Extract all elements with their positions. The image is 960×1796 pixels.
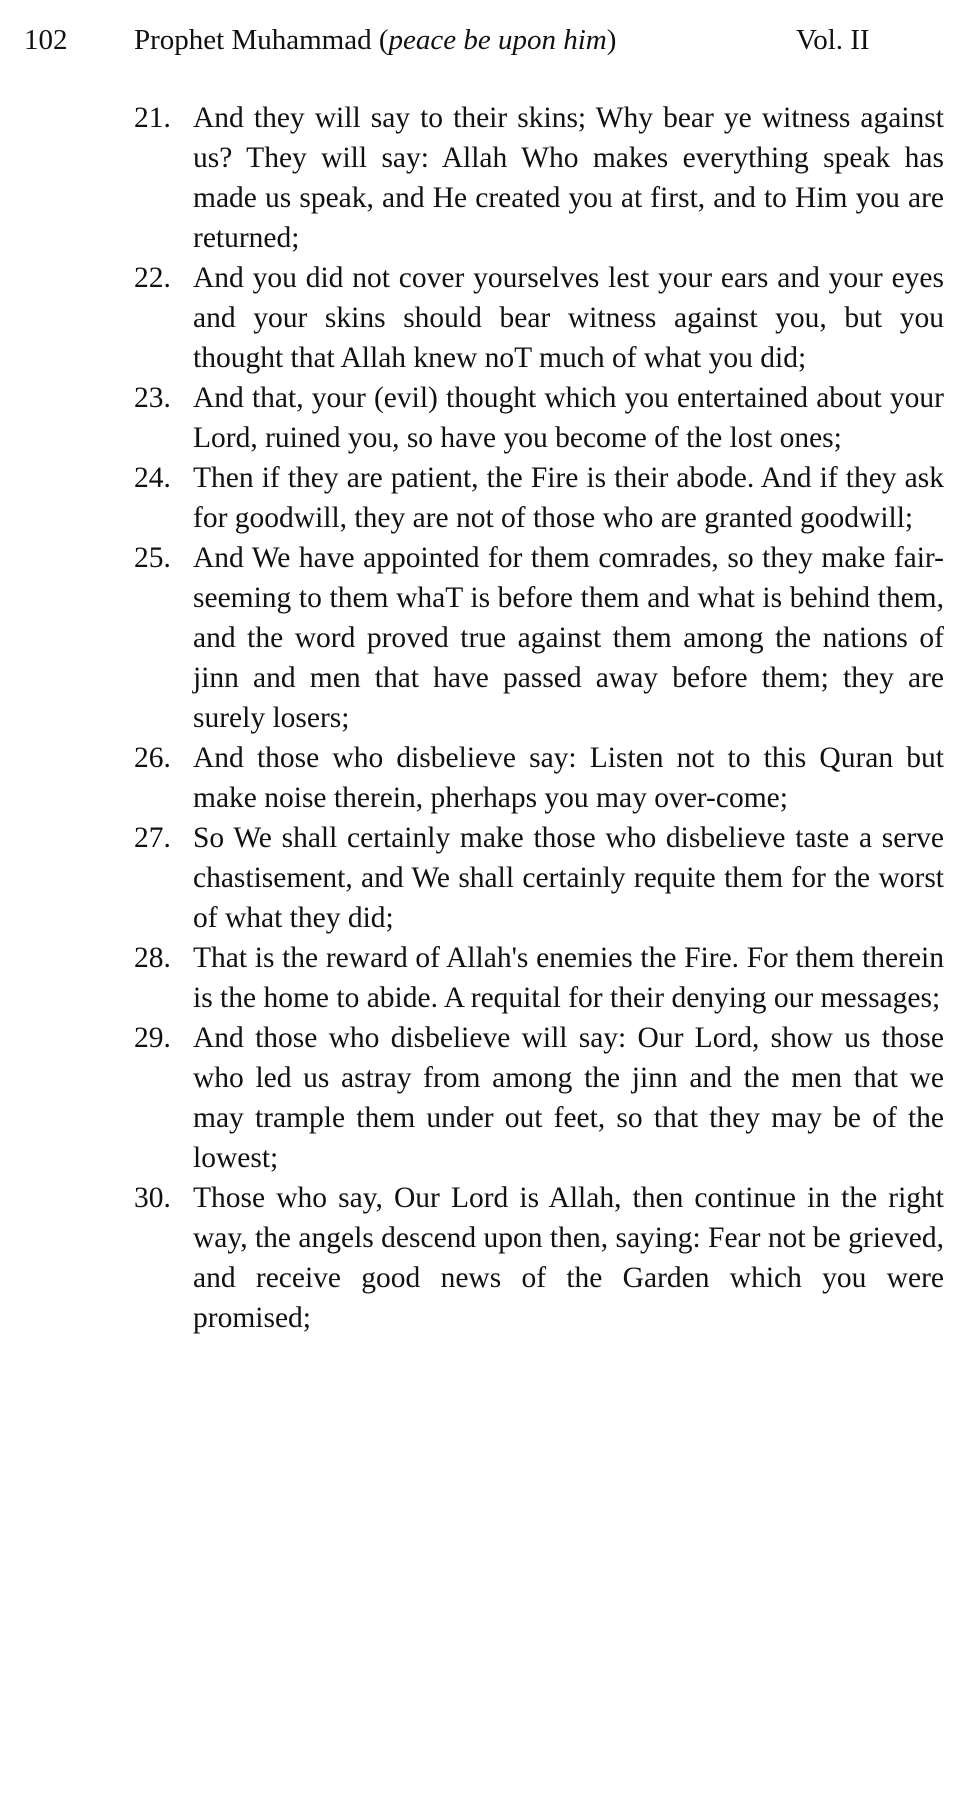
verse-number: 26. <box>134 742 171 774</box>
verse-number: 23. <box>134 382 171 414</box>
verse-24 <box>134 458 944 538</box>
verse-text: That is the reward of Allah's enemies the Fire. For them therein is the home to abide. A requital for their denying our messages; <box>193 942 944 1014</box>
volume-label: Vol. II <box>796 24 870 56</box>
verse-number: 29. <box>134 1022 171 1054</box>
verse-number: 25. <box>134 542 171 574</box>
verse-25 <box>134 538 944 738</box>
verse-number: 28. <box>134 942 171 974</box>
verse-22 <box>134 258 944 378</box>
verse-text: And they will say to their skins; Why bear ye witness against us? They will say: Allah Who makes everything speak has made us speak, and He created you at first, and to Him you are returned; <box>193 102 944 254</box>
book-title <box>134 18 616 62</box>
verse-text: And We have appointed for them comrades, so they make fair-seeming to them whaT is before them and what is behind them, and the word proved true against them among the nations of jinn and men that have passed away before them; they are surely losers; <box>193 542 944 734</box>
page-number: 102 <box>24 24 68 56</box>
verse-text: And you did not cover yourselves lest your ears and your eyes and your skins should bear witness against you, but you thought that Allah knew noT much of what you did; <box>193 262 944 374</box>
verse-number: 27. <box>134 822 171 854</box>
running-header <box>0 18 960 62</box>
verse-number: 24. <box>134 462 171 494</box>
verse-21 <box>134 98 944 258</box>
book-title-main: Prophet Muhammad ( <box>134 24 389 56</box>
verse-29 <box>134 1018 944 1178</box>
verse-27 <box>134 818 944 938</box>
verse-text: And that, your (evil) thought which you entertained about your Lord, ruined you, so have you become of the lost ones; <box>193 382 944 454</box>
verse-23 <box>134 378 944 458</box>
book-title-close: ) <box>606 24 617 56</box>
verse-text: So We shall certainly make those who disbelieve taste a serve chastisement, and We shall certainly requite them for the worst of what they did; <box>193 822 944 934</box>
verse-text: And those who disbelieve say: Listen not to this Quran but make noise therein, pherhaps you may over-come; <box>193 742 944 814</box>
verse-text: Then if they are patient, the Fire is their abode. And if they ask for goodwill, they are not of those who are granted goodwill; <box>193 462 944 534</box>
verse-text: Those who say, Our Lord is Allah, then continue in the right way, the angels descend upon then, saying: Fear not be grieved, and receive good news of the Garden which you were promised; <box>193 1182 944 1334</box>
verse-26 <box>134 738 944 818</box>
verse-28 <box>134 938 944 1018</box>
verse-list <box>134 98 944 1338</box>
verse-number: 22. <box>134 262 171 294</box>
book-title-italic: peace be upon him <box>388 24 607 56</box>
verse-number: 30. <box>134 1182 171 1214</box>
verse-30 <box>134 1178 944 1338</box>
verse-text: And those who disbelieve will say: Our Lord, show us those who led us astray from among the jinn and the men that we may trample them under out feet, so that they may be of the lowest; <box>193 1022 944 1174</box>
verse-number: 21. <box>134 102 171 134</box>
